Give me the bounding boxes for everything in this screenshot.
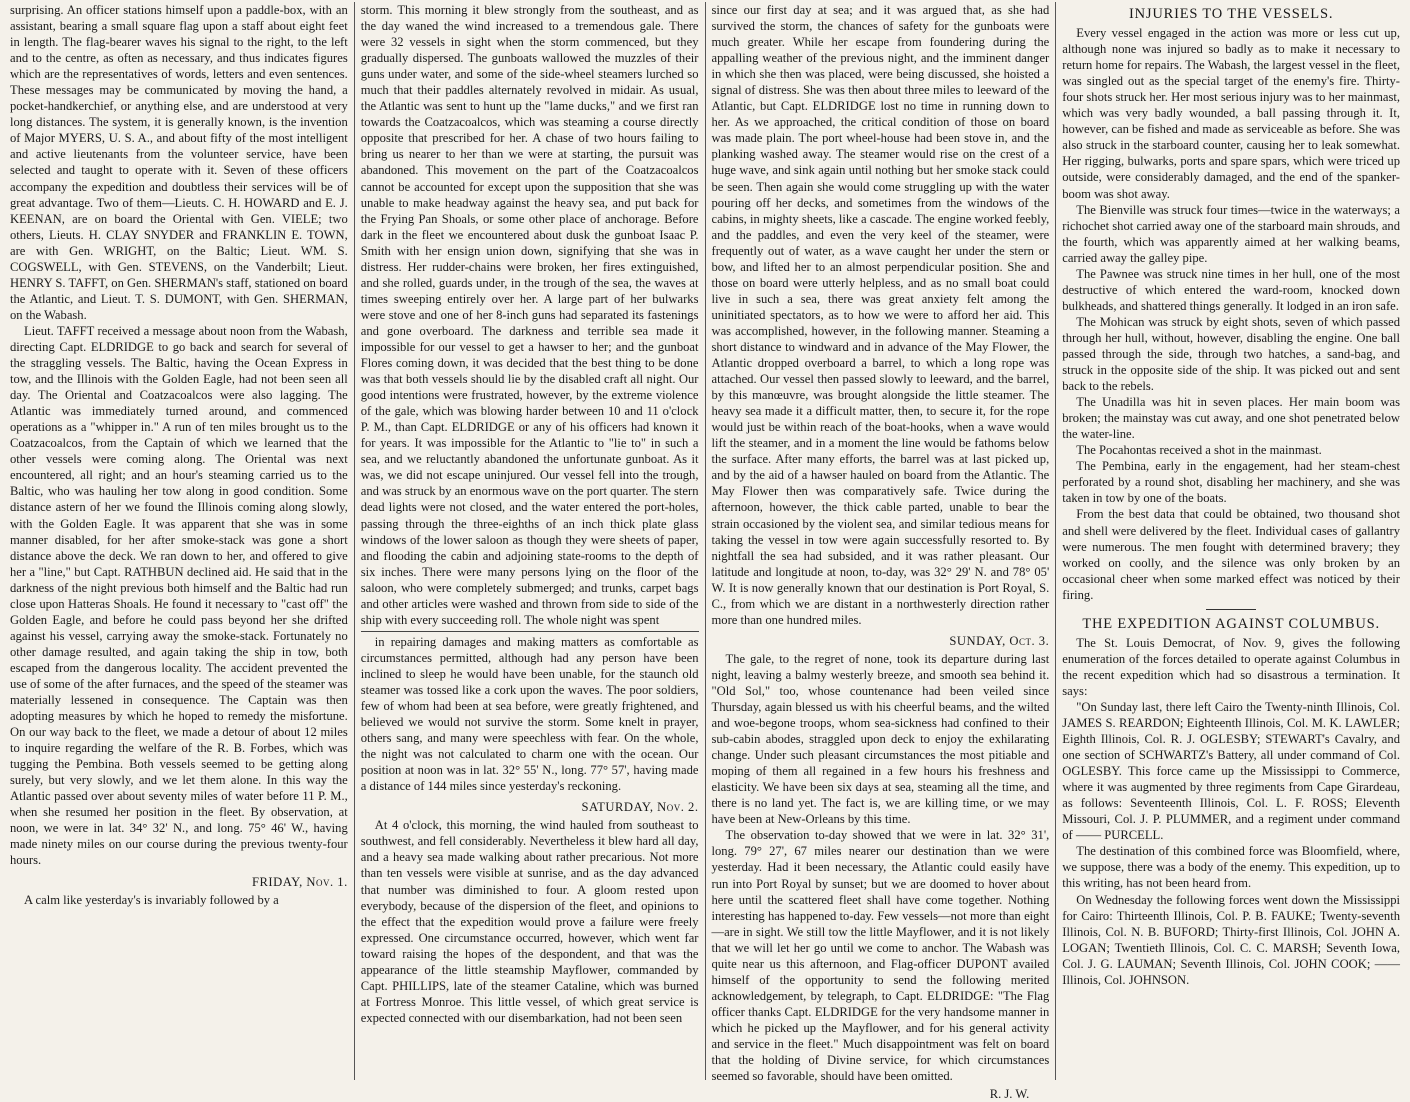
- article-paragraph: The Pawnee was struck nine times in her hull, one of the most destructive of which entered the ward-room, knocked down bulkheads, and shattered things generally. It lodged in an iron safe.: [1062, 266, 1400, 313]
- article-paragraph: The Mohican was struck by eight shots, seven of which passed through her hull, without, however, disabling the engine. One ball passed through the side, through two hatches, a sand-bag, and struck in the opposite side of the ship. It was picked out and sent back to the rebels.: [1062, 314, 1400, 394]
- article-paragraph: The Unadilla was hit in seven places. Her main boom was broken; the mainstay was cut away, and one shot penetrated below the water-line.: [1062, 395, 1400, 442]
- dateline: SUNDAY, Oct. 3.: [949, 633, 1050, 648]
- article-paragraph: At 4 o'clock, this morning, the wind hauled from southeast to southwest, and fell considerably. Nevertheless it blew hard all day, and a heavy sea made walking about rather precarious. Not more than ten vessels were visible at sunrise, and as the day advanced that number was diminished to four. A gloom rested upon everybody, because of the dispersion of the fleet, and opinions to the effect that the expedition would prove a failure were freely expressed. One circumstance occurred, however, which went far toward raising the hopes of the despondent, and that was the appearance of the little steamship Mayflower, commanded by Capt. PHILLIPS, late of the steamer Cataline, which was burned at Fortress Monroe. This little vessel, of which great service is expected connected with our disembarkation, had not been seen: [360, 818, 699, 1025]
- article-paragraph: The observation to-day showed that we were in lat. 32° 31', long. 79° 27', 67 miles nearer our destination than we were yesterday. Had it been necessary, the Atlantic could easily have run into Port Royal by sunset; but we are doomed to hover about here until the scattered fleet shall have come together. Nothing interesting has happened to-day. Few vessels—not more than eight—are in sight. We still tow the little Mayflower, and it is not likely that we will let her go until we come to anchor. The Wabash was quite near us this afternoon, and Flag-officer DUPONT availed himself of the opportunity to send the following merited acknowledgement, by telegraph, to Capt. ELDRIDGE: "The Flag officer thanks Capt. ELDRIDGE for the very handsome manner in which he picked up the Mayflower, and for his general activity and service in the fleet." Much disappointment was felt on board that the holding of Divine service, for which circumstances seemed so favorable, should have been omitted.: [711, 828, 1050, 1084]
- section-heading: INJURIES TO THE VESSELS.: [1129, 6, 1334, 22]
- column-3: [705, 2, 1056, 1102]
- article-paragraph: storm. This morning it blew strongly from the southeast, and as the day waned the wind increased to a tremendous gale. There were 32 vessels in sight when the storm commenced, but they gradually dispersed. The gunboats wallowed the muzzles of their guns under water, and some of the side-wheel steamers lurched so much that their paddles alternately revolved in midair. As usual, the Atlantic was sent to hunt up the "lame ducks," and we first ran towards the Coatzacoalcos, which was steaming a course directly opposite that prescribed for her. A chase of two hours failing to bring us nearer to her than we were at starting, the pursuit was abandoned. This movement on the part of the Coatzacoalcos cannot be accounted for except upon the supposition that she was unable to make headway against the heavy sea, and put back for the Frying Pan Shoals, or some other place of anchorage. Before dark in the fleet we encountered about dusk the gunboat Isaac P. Smith with her ensign union down, signifying that she was in distress. Her rudder-chains were broken, her fires extinguished, and she rolled, guards under, in the trough of the sea, the waves at times sweeping entirely over her. A large part of her bulwarks were stove and one of her 8-inch guns had separated its fastenings and gone overboard. The darkness and terrible sea made it impossible for our vessel to get a hawser to her; and the gunboat Flores coming down, it was decided that the best thing to be done was that both vessels should lie by the disabled craft all night. Our good intentions were frustrated, however, by the extreme violence of the gale, which was blowing harder between 10 and 11 o'clock P. M., than Capt. ELDRIDGE or any of his officers had known it for years. It was impossible for the Atlantic to "lie to" in such a sea, and we reluctantly abandoned the unfortunate gunboat. As it was, we did not escape uninjured. Our vessel fell into the trough, and was struck by an enormous wave on the port quarter. The stern dead lights were not closed, and the water entered the port-holes, passing through the three-eighths of an inch thick plate glass windows of the lower saloon as though they were sheets of paper, and flooding the cabin and adjoining state-rooms to the depth of six inches. There were many persons lying on the floor of the saloon, who were completely submerged; and trunks, carpet bags and other articles were washed and thrown from side to side of the ship with every succeeding roll. The whole night was spent: [360, 3, 699, 627]
- article-paragraph: "On Sunday last, there left Cairo the Twenty-ninth Illinois, Col. JAMES S. REARDON; Eighteenth Illinois, Col. M. K. LAWLER; Eighth Illinois, Col. R. J. OGLESBY; STEWART's Cavalry, and one section of SCHWARTZ's Battery, all under command of Col. OGLESBY. This force came up the Mississippi to Commerce, where it was augmented by three regiments from Cape Girardeau, as follows: Seventeenth Illinois, Col. L. F. ROSS; Eleventh Missouri, Col. J. P. PLUMMER, and a regiment under command of —— PURCELL.: [1062, 699, 1400, 843]
- article-paragraph: The destination of this combined force was Bloomfield, where, we suppose, there was a body of the enemy. This expedition, up to this writing, has not been heard from.: [1062, 844, 1400, 891]
- article-paragraph: The St. Louis Democrat, of Nov. 9, gives the following enumeration of the forces detailed to operate against Columbus in the recent expedition which had so disastrous a termination. It says:: [1062, 635, 1400, 698]
- article-paragraph: surprising. An officer stations himself upon a paddle-box, with an assistant, bearing a small square flag upon a staff about eight feet in length. The flag-bearer waves his signal to the right, to the left and to the centre, as often as necessary, and thus indicates figures which are the representatives of words, letters and even sentences. These messages may be communicated by moving the hand, a pocket-handkerchief, or anything else, and are understood at very long distances. The system, it is generally known, is the invention of Major MYERS, U. S. A., and about fifty of the most intelligent and active lieutenants from the volunteer service, have been selected and taught to operate with it. Seven of these officers accompany the expedition and doubtless their services will be of great advantage. Two of them—Lieuts. C. H. HOWARD and E. J. KEENAN, are on board the Oriental with Gen. VIELE; two others, Lieuts. H. CLAY SNYDER and FRANKLIN E. TOWN, are with Gen. WRIGHT, on the Baltic; Lieut. WM. S. COGSWELL, with Gen. STEVENS, on the Vanderbilt; Lieut. HENRY S. TAFFT, on Gen. SHERMAN's staff, stationed on board the Atlantic, and Lieut. T. S. DUMONT, with Gen. SHERMAN, on the Wabash.: [10, 3, 348, 322]
- signature: R. J. W.: [989, 1087, 1030, 1102]
- column-2: [354, 2, 705, 1080]
- article-paragraph: since our first day at sea; and it was argued that, as she had survived the storm, the chances of safety for the gunboats were much greater. While her escape from foundering during the appalling weather of the previous night, and the imminent danger in which she then was placed, were being discussed, she hoisted a signal of distress. She was then about three miles to leeward of the Atlantic, but Capt. ELDRIDGE lost no time in running down to her. As we approached, the critical condition of those on board was made plain. The port wheel-house had been stove in, and the planking washed away. The steamer would rise on the crest of a huge wave, and sink again until nothing but her smoke stack could be seen. Then again she would come struggling up with the water pouring off her decks, and sometimes from the windows of the cabins, in mighty sheets, like a cascade. The engine worked feebly, and the paddles, and even the very keel of the steamer, were frequently out of water, as a wave caught her under the stern or bow, and lifted her to an almost perpendicular position. She and those on board were utterly helpless, and as no small boat could live in such a sea, there was great anxiety felt among the uninitiated spectators, as to how we were to afford her aid. This was accomplished, however, in the following manner. Steaming a short distance to windward and in advance of the May Flower, the Atlantic dropped overboard a barrel, to which a long rope was attached. Our vessel then passed slowly to leeward, and the barrel, by this manœuvre, was brought alongside the little steamer. The heavy sea made it a difficult matter, then, to secure it, for the rope would just be within reach of the boat-hooks, when a wave would lift the steamer, and in a moment the line would be fathoms below the surface. After many efforts, the barrel was at last picked up, and by the aid of a hawser hauled on board from the Atlantic. The May Flower then was comparatively safe. Twice during the afternoon, however, the thick cable parted, unable to bear the strain occasioned by the violent sea, and similar tedious means for taking the vessel in tow were again successfully resorted to. By nightfall the sea had subsided, and it was rather pleasant. Our latitude and longitude at noon, to-day, was 32° 29' N. and 78° 05' W. It is now generally known that our destination is Port Royal, S. C., from which we are distant in a northwesterly direction rather more than one hundred miles.: [711, 3, 1050, 627]
- article-paragraph: From the best data that could be obtained, two thousand shot and shell were delivered by the fleet. Individual cases of gallantry were numerous. The men fought with determined bravery; they worked on coolly, and the silence was only broken by an occasional cheer when some marked effect was noticed by their firing.: [1062, 507, 1400, 602]
- article-paragraph: Lieut. TAFFT received a message about noon from the Wabash, directing Capt. ELDRIDGE to go back and search for several of the straggling vessels. The Baltic, having the Ocean Express in tow, and the Illinois with the Golden Eagle, had not been seen all day. The Oriental and Coatzacoalcos were also lagging. The Atlantic was immediately turned around, and commenced operations as a "whipper in." A run of ten miles brought us to the Coatzacoalcos, from the Captain of which we learned that the other vessels were coming along. The Oriental was next encountered, all right; and an hour's steaming carried us to the Baltic, who was hauling her tow along in good condition. Some distance astern of her we found the Illinois coming along slowly, with the Golden Eagle. It was apparent that she was in some manner disabled, for her after smoke-stack was gone a short distance above the deck. We ran down to her, and offered to give her a "line," but Capt. RATHBUN declined aid. He said that in the darkness of the night previous both himself and the Baltic had run close upon Hatteras Shoals. He found it necessary to "cast off" the Golden Eagle, and before he could pass beyond her she drifted against his vessel, carrying away the smoke-stack. Fortunately no other damage resulted, and again taking the ship in tow, both escaped from the dangerous locality. The accident prevented the use of some of the after furnaces, and the speed of the steamer was materially lessened in consequence. The Captain was then adopting measures by which he hoped to remedy the misfortune. On our way back to the fleet, we made a detour of about 12 miles to inquire regarding the welfare of the R. B. Forbes, which was tugging the Pembina. Both vessels seemed to be getting along surely, but very slowly, and we let them alone. In this way the Atlantic passed over about seventy miles of water before 11 P. M., when she resumed her position in the fleet. By observation, at noon, we were in lat. 34° 32' N., and long. 75° 46' W., having made ninety miles on our course during the previous twenty-four hours.: [10, 323, 348, 868]
- article-paragraph: Every vessel engaged in the action was more or less cut up, although none was injured so badly as to make it necessary to return home for repairs. The Wabash, the largest vessel in the fleet, was singled out as the special target of the enemy's fire. Thirty-four shots struck her. Her most serious injury was to her mainmast, which was very badly wounded, a ball passing through it. It, however, can be fished and made as serviceable as before. She was also struck in the starboard counter, causing her to leak somewhat. Her rigging, bulwarks, ports and spare spars, which were triced up outside, were considerably damaged, and the end of the spanker-boom was shot away.: [1062, 26, 1400, 201]
- article-paragraph: The Bienville was struck four times—twice in the waterways; a richochet shot carried away one of the starboard main shrouds, and the fourth, which was apparently aimed at her walking beams, carried away the galley pipe.: [1062, 202, 1400, 265]
- section-heading: THE EXPEDITION AGAINST COLUMBUS.: [1082, 615, 1380, 632]
- article-paragraph: On Wednesday the following forces went down the Mississippi for Cairo: Thirteenth Illinois, Col. P. B. FAUKE; Twenty-seventh Illinois, Col. N. B. BUFORD; Thirty-first Illinois, Col. JOHN A. LOGAN; Twentieth Illinois, Col. C. C. MARSH; Seventh Iowa, Col. J. G. LAUMAN; Seventh Illinois, Col. JOHN COOK; —— Illinois, Col. JOHNSON.: [1062, 892, 1400, 987]
- article-paragraph: The gale, to the regret of none, took its departure during last night, leaving a balmy westerly breeze, and smooth sea behind it. "Old Sol," too, whose countenance had been veiled since Thursday, again blessed us with his cheerful beams, and the wilted and woe-begone troops, whom sea-sickness had confined to their sub-cabin abodes, straggled upon deck to enjoy the exhilarating change. Under such pleasant circumstances the most pitiable and moping of them all regained in a few hours his freshness and elasticity. We have been six days at sea, steaming all the time, and there is no land yet. The fact is, we are killing time, or we may have been at New-Orleans by this time.: [711, 651, 1050, 827]
- dateline: FRIDAY, Nov. 1.: [252, 874, 348, 889]
- article-paragraph: in repairing damages and making matters as comfortable as circumstances permitted, although had any person have been inclined to sleep he would have been unable, for the staunch old steamer was tossed like a cork upon the waves. The poor soldiers, few of whom had been at sea before, were greatly frightened, and believed we would not survive the storm. Some knelt in prayer, others sang, and many were speechless with fear. On the whole, the night was not calculated to charm one with the ocean. Our position at noon was in lat. 32° 55' N., long. 77° 57', having made a distance of 144 miles since yesterday's reckoning.: [361, 631, 699, 794]
- article-paragraph: The Pembina, early in the engagement, had her steam-chest perforated by a round shot, disabling her machinery, and she was taken in tow by one of the boats.: [1062, 459, 1400, 506]
- article-paragraph: A calm like yesterday's is invariably followed by a: [24, 892, 279, 907]
- column-1: [4, 2, 354, 1080]
- dateline: SATURDAY, Nov. 2.: [581, 800, 699, 815]
- section-divider: [1206, 609, 1256, 610]
- article-paragraph: The Pocahontas received a shot in the mainmast.: [1076, 443, 1322, 458]
- column-4: [1055, 2, 1406, 1080]
